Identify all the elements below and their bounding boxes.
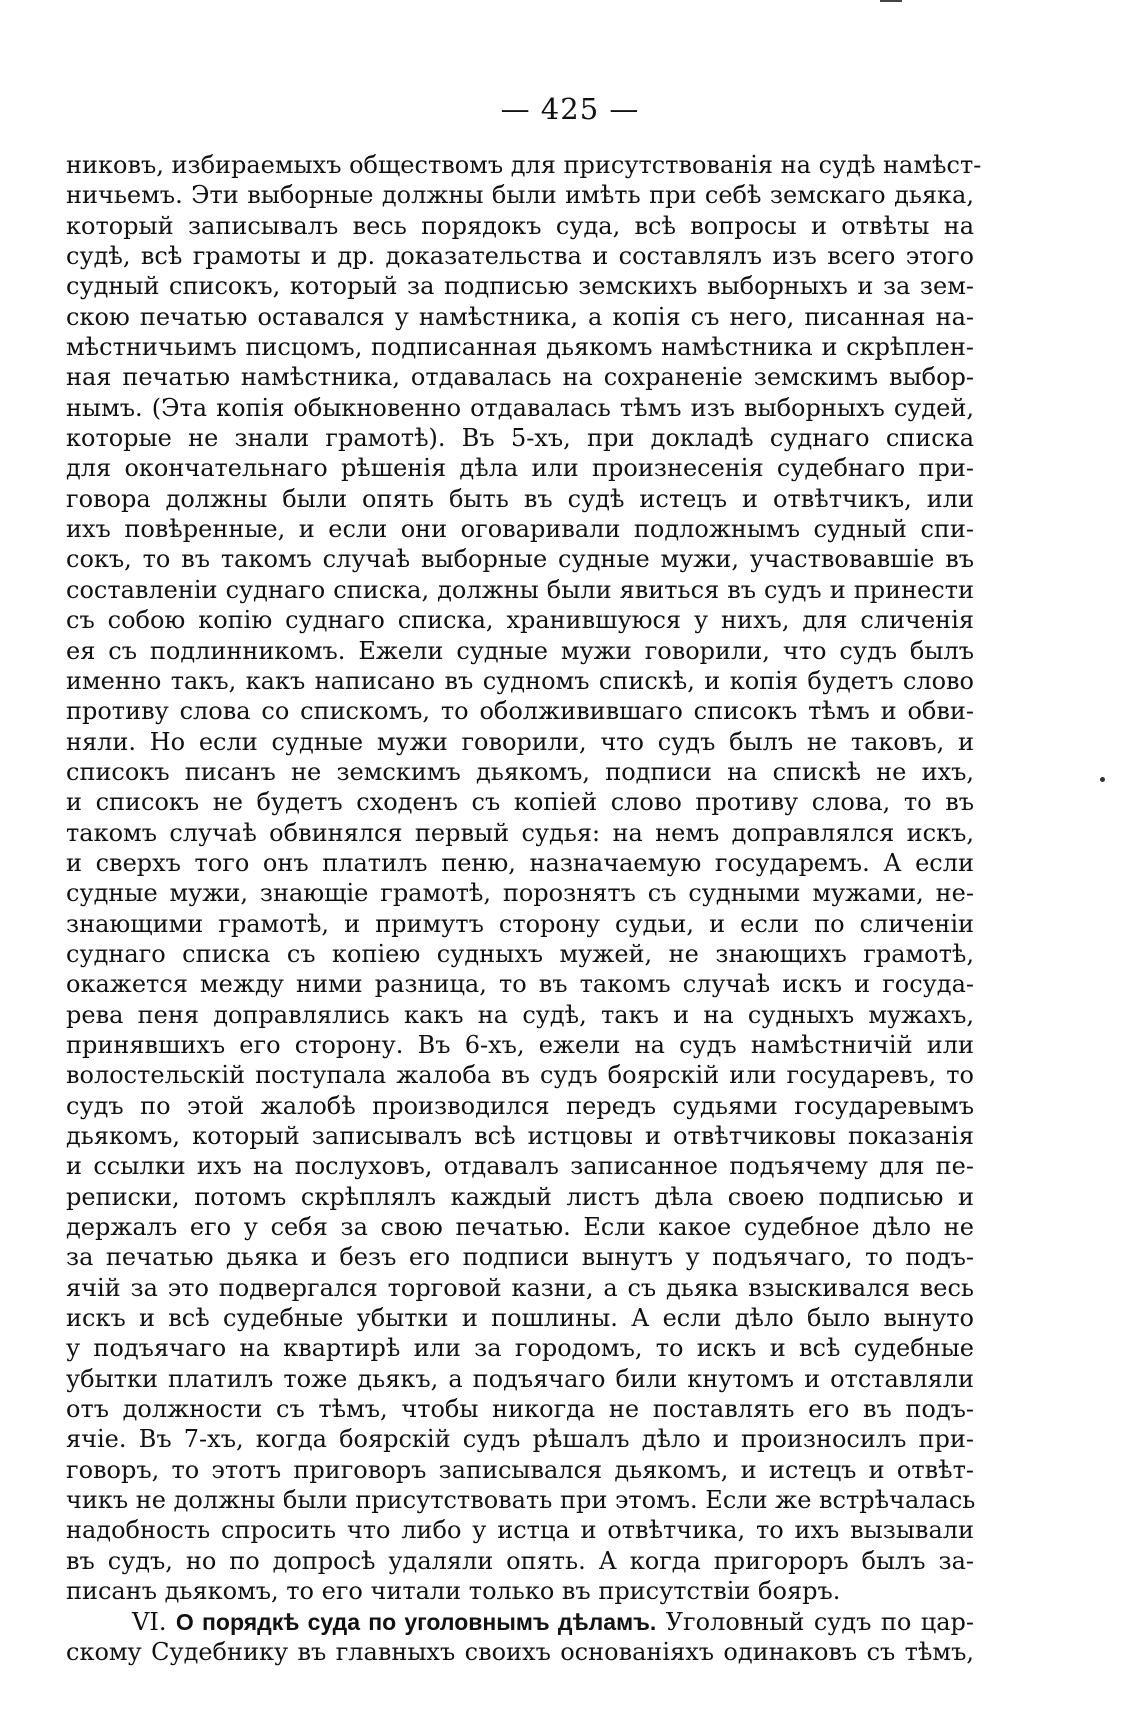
text-line: судный списокъ, который за подписью земскихъ выборныхъ и за зем- bbox=[66, 272, 974, 301]
text-line: судные мужи, знающіе грамотѣ, порознятъ съ судными мужами, не- bbox=[66, 879, 974, 908]
text-line: говоръ, то этотъ приговоръ записывался дьякомъ, и истецъ и отвѣт- bbox=[66, 1455, 974, 1484]
text-line: рева пеня доправлялись какъ на судѣ, такъ и на судныхъ мужахъ, bbox=[66, 1000, 974, 1029]
text-line: говора должны были опять быть въ судѣ истецъ и отвѣтчикъ, или bbox=[66, 484, 974, 513]
text-line: и сверхъ того онъ платилъ пеню, назначаемую государемъ. А если bbox=[66, 848, 974, 877]
paragraph-lines bbox=[66, 150, 982, 1607]
body-text bbox=[66, 150, 982, 1667]
text-line: и ссылки ихъ на послуховъ, отдавалъ записанное подъячему для пе- bbox=[66, 1152, 974, 1181]
text-line: сокъ, то въ такомъ случаѣ выборные судные мужи, участвовавшіе въ bbox=[66, 545, 974, 574]
text-line: окажется между ними разница, то въ такомъ случаѣ искъ и госуда- bbox=[66, 970, 974, 999]
text-line: принявшихъ его сторону. Въ 6-хъ, ежели на судъ намѣстничій или bbox=[66, 1030, 974, 1059]
page-number: — 425 — bbox=[500, 92, 640, 126]
text-line: у подъячаго на квартирѣ или за городомъ, то искъ и всѣ судебные bbox=[66, 1334, 974, 1363]
text-line: держалъ его у себя за свою печатью. Если какое судебное дѣло не bbox=[66, 1213, 974, 1242]
text-line: няли. Но если судные мужи говорили, что судъ былъ не таковъ, и bbox=[66, 727, 974, 756]
print-speck bbox=[1100, 777, 1105, 782]
text-line: суднаго списка съ копіею судныхъ мужей, не знающихъ грамотѣ, bbox=[66, 939, 974, 968]
section-first-line-text: Уголовный судъ по цар- bbox=[665, 1607, 974, 1636]
text-line: противу слова со спискомъ, то оболживившаго списокъ тѣмъ и обви- bbox=[66, 697, 974, 726]
text-line: съ собою копію суднаго списка, хранившуюся у нихъ, для сличенія bbox=[66, 606, 974, 635]
text-line: мѣстничьимъ писцомъ, подписанная дьякомъ намѣстника и скрѣплен- bbox=[66, 333, 974, 362]
text-line: ихъ повѣренные, и если они оговаривали подложнымъ судный спи- bbox=[66, 515, 974, 544]
text-line: ячій за это подвергался торговой казни, а съ дьяка взыскивался весь bbox=[66, 1273, 974, 1302]
text-line: ячіе. Въ 7-хъ, когда боярскій судъ рѣшалъ дѣло и произносилъ при- bbox=[66, 1425, 974, 1454]
text-line: реписки, потомъ скрѣплялъ каждый листъ дѣла своею подписью и bbox=[66, 1182, 974, 1211]
text-line: знающими грамотѣ, и примутъ сторону судьи, и если по сличеніи bbox=[66, 909, 974, 938]
section-number: VI. bbox=[132, 1607, 167, 1636]
text-line: именно такъ, какъ написано въ судномъ спискѣ, и копія будетъ слово bbox=[66, 666, 974, 695]
text-line: ная печатью намѣстника, отдавалась на сохраненіе земскимъ выбор- bbox=[66, 363, 974, 392]
text-line: которые не знали грамотѣ). Въ 5-хъ, при докладѣ суднаго списка bbox=[66, 424, 974, 453]
section-heading-line bbox=[66, 1607, 974, 1637]
text-line: судъ по этой жалобѣ производился передъ судьями государевымъ bbox=[66, 1091, 974, 1120]
top-edge-mark bbox=[880, 0, 902, 2]
text-line: искъ и всѣ судебные убытки и пошлины. А если дѣло было вынуто bbox=[66, 1304, 974, 1333]
text-line: списокъ писанъ не земскимъ дьякомъ, подписи на спискѣ не ихъ, bbox=[66, 757, 974, 786]
text-line: ничьемъ. Эти выборные должны были имѣть при себѣ земскаго дьяка, bbox=[66, 181, 974, 210]
text-line: и списокъ не будетъ сходенъ съ копіей слово противу слова, то въ bbox=[66, 788, 974, 817]
text-line: такомъ случаѣ обвинялся первый судья: на немъ доправлялся искъ, bbox=[66, 818, 974, 847]
text-line: убытки платилъ тоже дьякъ, а подъячаго били кнутомъ и отставляли bbox=[66, 1364, 974, 1393]
section-heading: О порядкѣ суда по уголовнымъ дѣламъ. bbox=[175, 1608, 657, 1635]
text-line: ея съ подлинникомъ. Ежели судные мужи говорили, что судъ былъ bbox=[66, 636, 974, 665]
text-line: для окончательнаго рѣшенія дѣла или произнесенія судебнаго при- bbox=[66, 454, 974, 483]
text-line: отъ должности съ тѣмъ, чтобы никогда не поставлять его въ подъ- bbox=[66, 1395, 974, 1424]
text-line: за печатью дьяка и безъ его подписи вынутъ у подъячаго, то подъ- bbox=[66, 1243, 974, 1272]
text-line: составленіи суднаго списка, должны были явиться въ судъ и принести bbox=[66, 575, 974, 604]
text-line: волостельскій поступала жалоба въ судъ боярскій или государевъ, то bbox=[66, 1061, 974, 1090]
text-line: судѣ, всѣ грамоты и др. доказательства и составлялъ изъ всего этого bbox=[66, 242, 974, 271]
text-line: который записывалъ весь порядокъ суда, всѣ вопросы и отвѣты на bbox=[66, 211, 974, 240]
text-line: надобность спросить что либо у истца и отвѣтчика, то ихъ вызывали bbox=[66, 1516, 974, 1545]
text-line: нымъ. (Эта копія обыкновенно отдавалась тѣмъ изъ выборныхъ судей, bbox=[66, 393, 974, 422]
text-line: чикъ не должны были присутствовать при этомъ. Если же встрѣчалась bbox=[66, 1486, 976, 1515]
text-line: въ судъ, но по допросѣ удаляли опять. А когда пригороръ былъ за- bbox=[66, 1546, 974, 1575]
text-line: скою печатью оставался у намѣстника, а копія съ него, писанная на- bbox=[66, 302, 974, 331]
section-second-line: скому Судебнику въ главныхъ своихъ основаніяхъ одинаковъ съ тѣмъ, bbox=[66, 1637, 974, 1666]
text-line: дьякомъ, который записывалъ всѣ истцовы и отвѣтчиковы показанія bbox=[66, 1122, 974, 1150]
text-line: никовъ, избираемыхъ обществомъ для присутствованія на судѣ намѣст- bbox=[66, 151, 982, 179]
text-line: писанъ дьякомъ, то его читали только въ присутствіи бояръ. bbox=[66, 1577, 841, 1606]
